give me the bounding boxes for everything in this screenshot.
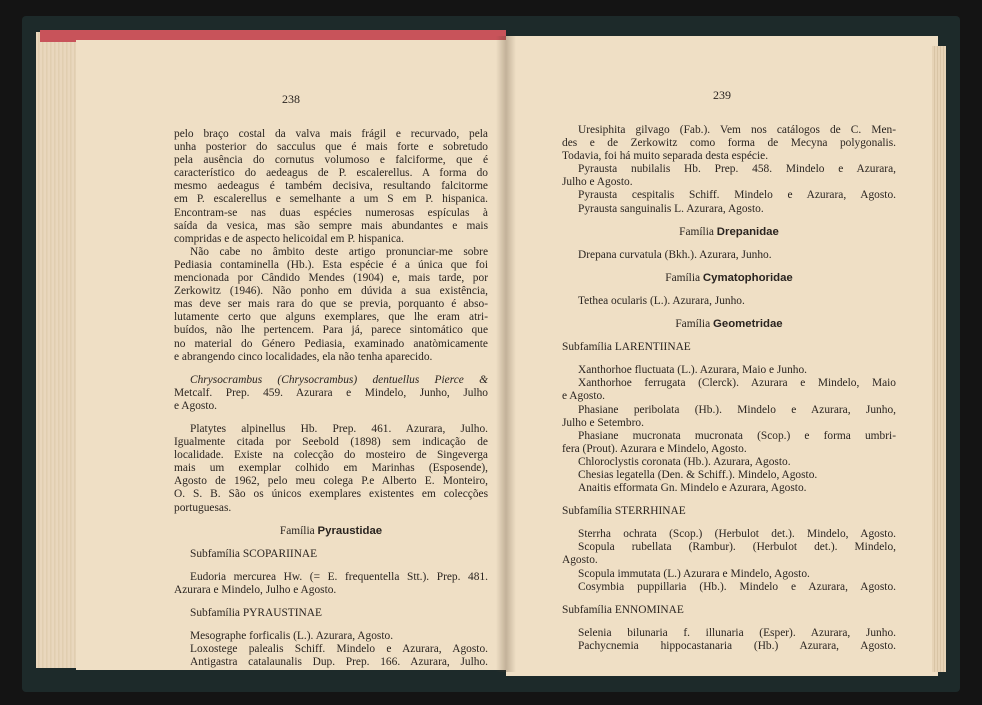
text-line: Antigastra catalaunalis Dup. Prep. 166. Azurara, Julho.: [190, 656, 488, 669]
text-line: Pyrausta cespitalis Schiff. Mindelo e Azurara, Agosto.: [578, 189, 896, 202]
text-line: Xanthorhoe ferrugata (Clerck). Azurara e Mindelo, Maio: [578, 377, 896, 390]
text-line: Metcalf. Prep. 459. Azurara e Mindelo, Junho, Julho: [174, 386, 488, 399]
text-line: des e de Zerkowitz como forma de Mecyna polygonalis.: [562, 137, 896, 150]
text-line: portuguesas.: [174, 501, 232, 514]
text-line: lutamente certo que alguns exemplares, que lhe eram atri-: [174, 311, 488, 324]
text-line: Scopula immutata (L.) Azurara e Mindelo, Agosto.: [578, 567, 810, 580]
text-line: em P. escalerellus e semelhante a um S em P. hispanica.: [174, 193, 488, 206]
text-line: mesmo aedeagus é também decisiva, resultando falcitorme: [174, 180, 488, 193]
right-page-text: [562, 124, 896, 653]
book-gutter: [496, 36, 516, 672]
family-heading: Família Drepanidae: [679, 225, 779, 238]
text-line: unha posterior do sacculus que é mais forte e sobretudo: [174, 141, 488, 154]
text-line: Drepana curvatula (Bkh.). Azurara, Junho.: [578, 248, 772, 261]
page-number: 239: [713, 88, 731, 102]
text-line: Chloroclystis coronata (Hb.). Azurara, Agosto.: [578, 455, 791, 468]
text-line: Scopula rubellata (Rambur). (Herbulot det.). Mindelo,: [578, 541, 896, 554]
text-line: e Agosto.: [174, 399, 218, 412]
text-line: O. S. B. São os únicos exemplares existentes em colecções: [174, 488, 488, 501]
text-line: compridas e de aspecto helicoidal em P. hispanica.: [174, 232, 404, 245]
text-line: característico do aedeagus de P. escalerellus. A forma do: [174, 167, 488, 180]
text-line: Pachycnemia hippocastanaria (Hb.) Azurara, Agosto.: [578, 639, 896, 652]
text-line: Pediasia contaminella (Hb.). Esta espécie é a única que foi: [174, 258, 488, 271]
text-line: Sterrha ochrata (Scop.) (Herbulot det.). Mindelo, Agosto.: [578, 528, 896, 541]
subfamily-heading: Subfamília PYRAUSTINAE: [190, 607, 322, 619]
text-line: mencionada por Cândido Mendes (1904) e, mais tarde, por: [174, 272, 488, 285]
text-line: Julho e Setembro.: [562, 416, 644, 429]
text-line: saída da vesica, mas são sempre mais abundantes e mais: [174, 219, 488, 232]
text-line: Eudoria mercurea Hw. (= E. frequentella Stt.). Prep. 481.: [190, 570, 488, 583]
left-page: [76, 40, 506, 670]
subfamily-heading: Subfamília SCOPARIINAE: [190, 547, 318, 560]
page-number: 238: [282, 92, 300, 106]
text-line: Phasiane mucronata mucronata (Scop.) e forma umbri-: [578, 429, 896, 442]
text-line: Encontram-se nas duas espécies numerosas espículas à: [174, 206, 488, 219]
text-line: Cosymbia puppillaria (Hb.). Mindelo e Azurara, Agosto.: [578, 580, 896, 593]
text-line: Mesographe forficalis (L.). Azurara, Agosto.: [190, 630, 394, 643]
text-line: Agosto.: [562, 554, 598, 567]
text-line: Platytes alpinellus Hb. Prep. 461. Azurara, Julho.: [190, 422, 488, 435]
text-line: pela ausência do cornutus volumoso e falciforme, que é: [174, 154, 488, 167]
text-line: Chrysocrambus (Chrysocrambus) dentuellus Pierce &: [190, 373, 488, 386]
text-line: e Agosto.: [562, 390, 606, 403]
text-line: Loxostege palealis Schiff. Mindelo e Azurara, Agosto.: [190, 643, 488, 656]
left-page-text: [174, 128, 488, 669]
subfamily-heading: Subfamília ENNOMINAE: [562, 603, 684, 616]
text-line: localidade. Existe na colecção do mosteiro de Singeverga: [174, 449, 488, 462]
text-line: e abrangendo cinco localidades, ela não tenha aparecido.: [174, 350, 433, 363]
family-heading: Família Pyraustidae: [279, 524, 383, 537]
text-line: Julho e Agosto.: [562, 176, 633, 189]
text-line: Chesias legatella (Den. & Schiff.). Mindelo, Agosto.: [578, 468, 818, 481]
text-line: fera (Prout). Azurara e Mindelo, Agosto.: [562, 442, 747, 455]
text-line: Igualmente citada por Seebold (1898) sem indicação de: [174, 436, 488, 449]
page-edge-stack-right: [932, 46, 946, 672]
text-line: pelo braço costal da valva mais frágil e recurvado, pela: [174, 128, 488, 140]
text-line: Pyrausta sanguinalis L. Azurara, Agosto.: [578, 202, 764, 215]
family-heading: Família Cymatophoridae: [665, 271, 793, 284]
right-page: [506, 36, 938, 676]
text-line: Não cabe no âmbito deste artigo pronunciar-me sobre: [190, 245, 488, 258]
text-line: Selenia bilunaria f. illunaria (Esper). Azurara, Junho.: [578, 626, 896, 639]
text-line: buídos, não lhe pertencem. Para já, parece sintomático que: [174, 324, 488, 337]
subfamily-heading: Subfamília LARENTIINAE: [562, 341, 691, 354]
text-line: mais um exemplar colhido em Marinhas (Esposende),: [174, 462, 488, 475]
subfamily-heading: Subfamília STERRHINAE: [562, 505, 686, 518]
text-line: Agosto de 1962, pelo meu colega P.e Alberto E. Monteiro,: [174, 475, 488, 488]
text-line: Azurara e Mindelo, Julho e Agosto.: [174, 583, 337, 596]
page-edge-stack-left: [36, 32, 80, 668]
text-line: Tethea ocularis (L.). Azurara, Junho.: [578, 294, 745, 307]
text-line: Zerkowitz (1946). Não ponho em dúvida a sua existência,: [174, 285, 488, 298]
text-line: Phasiane peribolata (Hb.). Mindelo e Azurara, Junho,: [578, 403, 896, 416]
family-heading: Família Geometridae: [675, 318, 783, 331]
text-line: mas deve ser mais rara do que se previa, porquanto é abso-: [174, 298, 488, 311]
text-line: Uresiphita gilvago (Fab.). Vem nos catálogos de C. Men-: [578, 124, 896, 136]
text-line: Xanthorhoe fluctuata (L.). Azurara, Maio e Junho.: [578, 364, 807, 377]
text-line: Todavia, foi há muito separada desta espécie.: [562, 150, 769, 163]
text-line: Anaitis efformata Gn. Mindelo e Azurara, Agosto.: [578, 482, 807, 495]
text-line: no material do Género Pediasia, examinado anatòmicamente: [174, 337, 488, 350]
text-line: Pyrausta nubilalis Hb. Prep. 458. Mindelo e Azurara,: [578, 163, 896, 176]
